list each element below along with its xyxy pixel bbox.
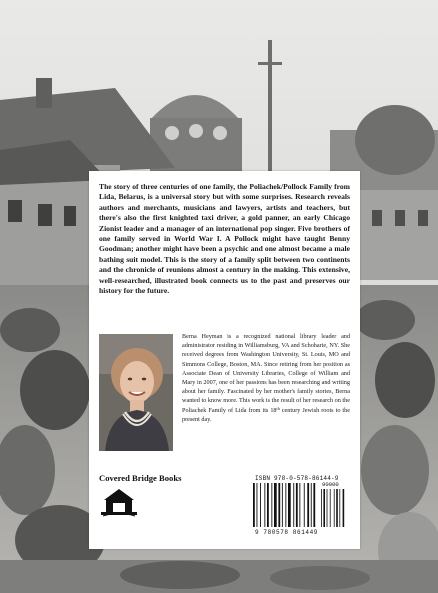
ordinal-suffix: th xyxy=(276,405,280,411)
author-bio-text-end: century Jewish roots to the present day. xyxy=(182,406,350,423)
book-blurb: The story of three centuries of one family, the Poliachek/Pollock Family from Lida, Belarus, is a universal story but with some surprises. Research reveals authors and merchants, musicians and lawyers, artists and teachers, but there's also the first knighted taxi driver, a gold panner, an early Chicago Zionist leader and a manager of an international pop singer. Five brothers of one family served in World War I. A Pollock might have taught Benny Goodman; another might have been a psychic and one almost became a male bathing suit model. This is the story of a family split between two continents and the chronicle of reunions almost a century in the making. This extensive, well-researched, illustrated book connects us to the past and preserves our history for the future. xyxy=(99,182,350,296)
author-section xyxy=(99,334,350,454)
price-code: 90000 xyxy=(322,481,339,488)
isbn-label: ISBN 978-0-578-86144-9 xyxy=(255,475,339,482)
back-cover-panel xyxy=(89,171,360,549)
covered-bridge-logo-icon xyxy=(101,486,137,518)
author-bio xyxy=(182,332,350,424)
ean-digits: 9 780578 861449 xyxy=(255,529,319,536)
author-bio-text: Berna Heyman is a recognized national library leader and administrator residing in Williamsburg, VA and Schoharie, NY. She received degrees from Washington University, St. Louis, MO and Simmons College, Boston, MA. Since retiring from her position as Associate Dean of University Libraries, College of William and Mary in 2007, one of her passions has been researching and writing about her family. Fascinated by her mother's family stories, Berna wanted to know more. This work is the result of her research on the Poliachek Family of Lida from its 18 xyxy=(182,333,350,414)
publisher-name: Covered Bridge Books xyxy=(99,473,182,483)
author-photo xyxy=(99,334,173,451)
